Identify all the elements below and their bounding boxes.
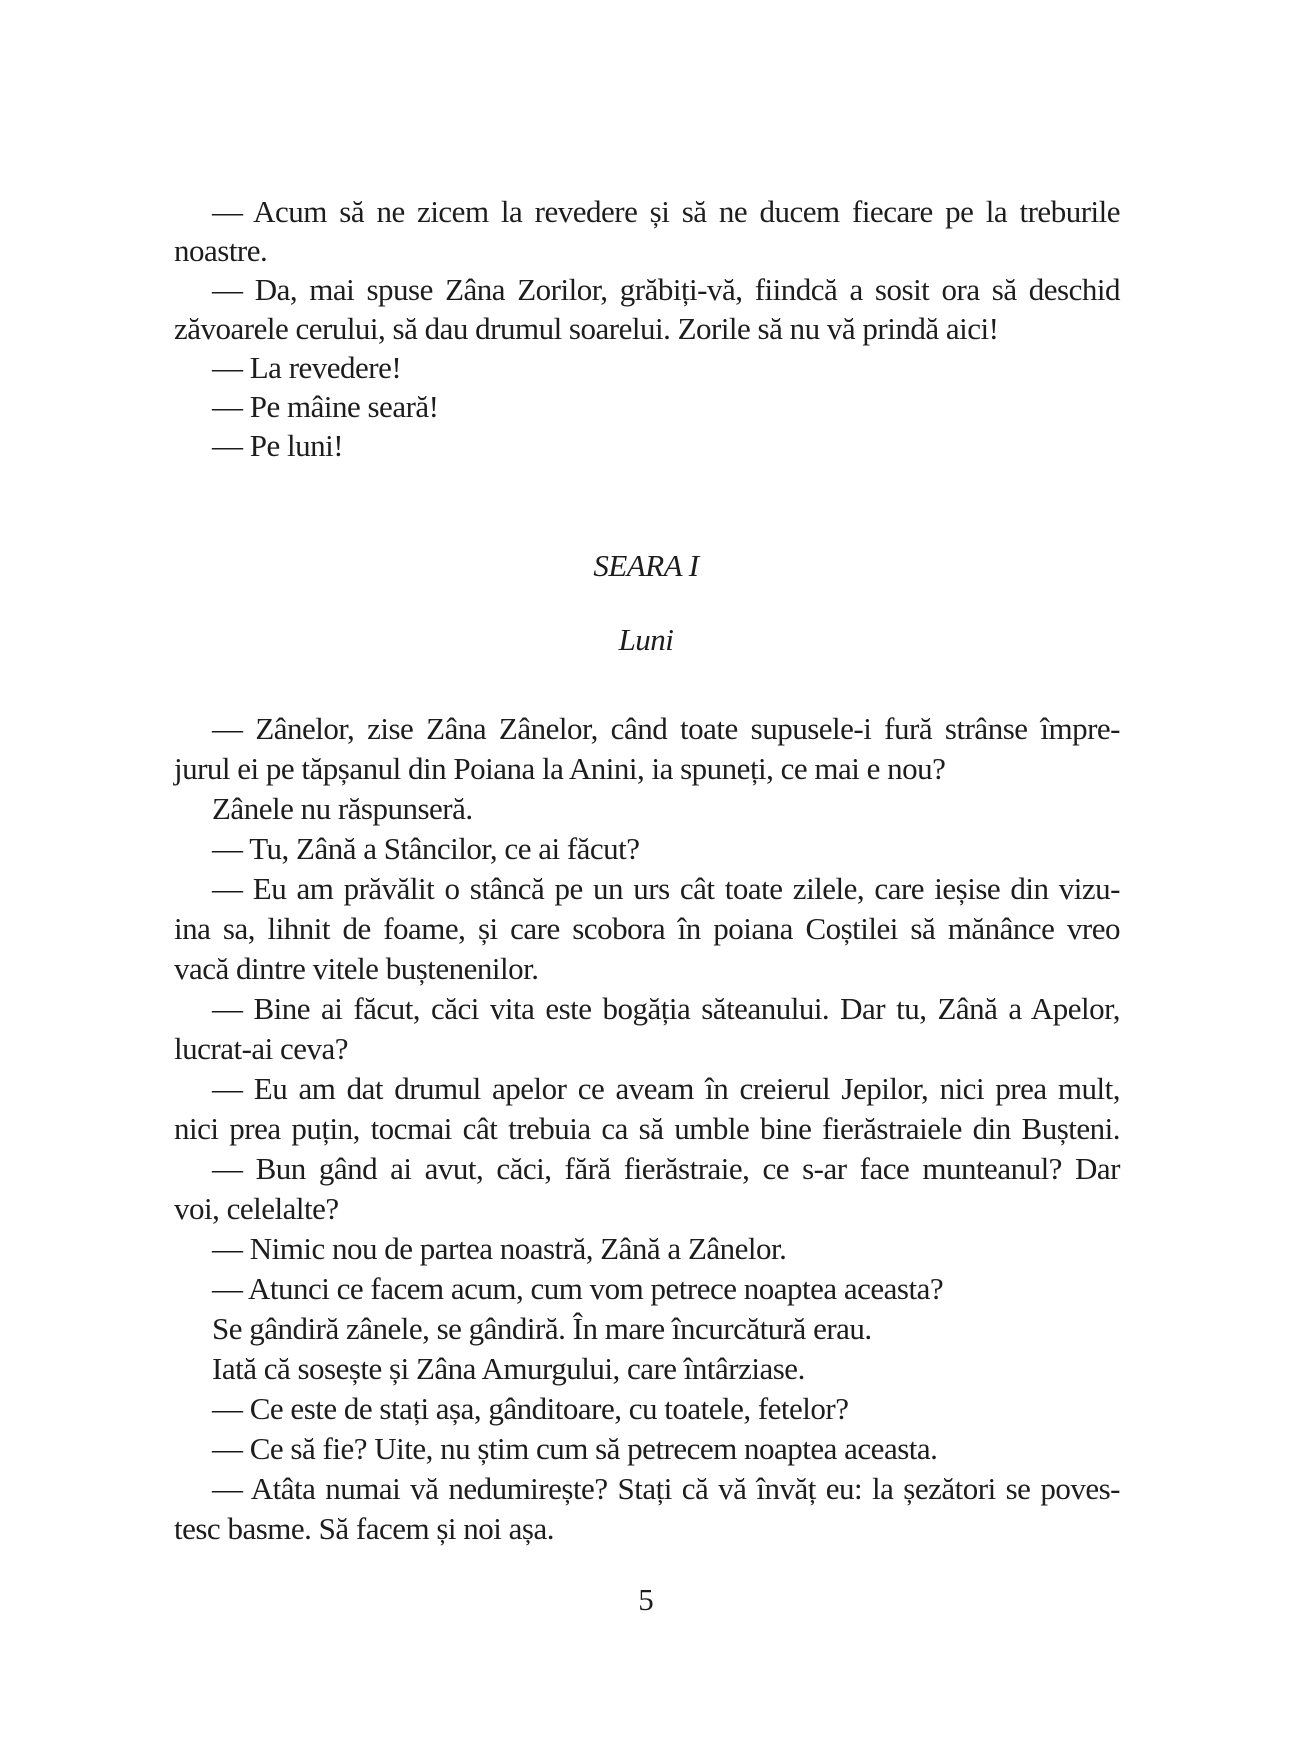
text-line: ina sa, lihnit de foame, și care scobora în poiana Coștilei să mănânce vreo <box>174 911 1120 946</box>
text-line: — Ce este de stați așa, gânditoare, cu toatele, fetelor? <box>212 1391 849 1426</box>
text-line: — Nimic nou de partea noastră, Zână a Zânelor. <box>212 1231 787 1266</box>
text-line: vacă dintre vitele buștenenilor. <box>174 951 539 986</box>
text-line: voi, celelalte? <box>174 1191 339 1226</box>
text-line: — Da, mai spuse Zâna Zorilor, grăbiți-vă, fiindcă a sosit ora să deschid <box>212 272 1120 307</box>
text-line: — Atunci ce facem acum, cum vom petrece noaptea aceasta? <box>212 1271 944 1306</box>
chapter-heading: SEARA I <box>593 548 699 583</box>
text-line: — Atâta numai vă nedumirește? Stați că vă învăț eu: la șezători se poves- <box>212 1471 1120 1506</box>
text-line: — Pe luni! <box>212 428 344 463</box>
chapter-paragraphs <box>174 709 1120 1549</box>
text-line: noastre. <box>174 233 268 268</box>
text-line: nici prea puțin, tocmai cât trebuia ca să umble bine fierăstraiele din Bușteni. <box>174 1111 1120 1146</box>
text-line: — Eu am prăvălit o stâncă pe un urs cât toate zilele, care ieșise din vizu- <box>212 871 1120 906</box>
text-line: — Ce să fie? Uite, nu știm cum să petrecem noaptea aceasta. <box>212 1431 938 1466</box>
text-line: — Acum să ne zicem la revedere și să ne ducem fiecare pe la treburile <box>212 194 1120 229</box>
text-line: Zânele nu răspunseră. <box>212 791 473 826</box>
intro-paragraphs <box>174 192 1120 465</box>
text-line: Se gândiră zânele, se gândiră. În mare încurcătură erau. <box>212 1311 872 1346</box>
text-line: — Pe mâine seară! <box>212 389 439 424</box>
text-line: zăvoarele cerului, să dau drumul soarelui. Zorile să nu vă prindă aici! <box>174 311 999 346</box>
page-number: 5 <box>638 1582 654 1617</box>
text-line: — La revedere! <box>212 350 402 385</box>
text-line: — Zânelor, zise Zâna Zânelor, când toate supusele-i fură strânse împre- <box>212 711 1120 746</box>
text-line: Iată că sosește și Zâna Amurgului, care întârziase. <box>212 1351 805 1386</box>
text-line: jurul ei pe tăpșanul din Poiana la Anini, ia spuneți, ce mai e nou? <box>174 751 946 786</box>
text-line: — Bine ai făcut, căci vita este bogăția săteanului. Dar tu, Zână a Apelor, <box>212 991 1120 1026</box>
text-line: lucrat-ai ceva? <box>174 1031 349 1066</box>
chapter-subheading: Luni <box>618 622 674 657</box>
text-line: — Tu, Zână a Stâncilor, ce ai făcut? <box>212 831 640 866</box>
text-line: — Eu am dat drumul apelor ce aveam în creierul Jepilor, nici prea mult, <box>212 1071 1120 1106</box>
text-line: — Bun gând ai avut, căci, fără fierăstraie, ce s-ar face munteanul? Dar <box>212 1151 1120 1186</box>
text-line: tesc basme. Să facem și noi așa. <box>174 1511 554 1546</box>
